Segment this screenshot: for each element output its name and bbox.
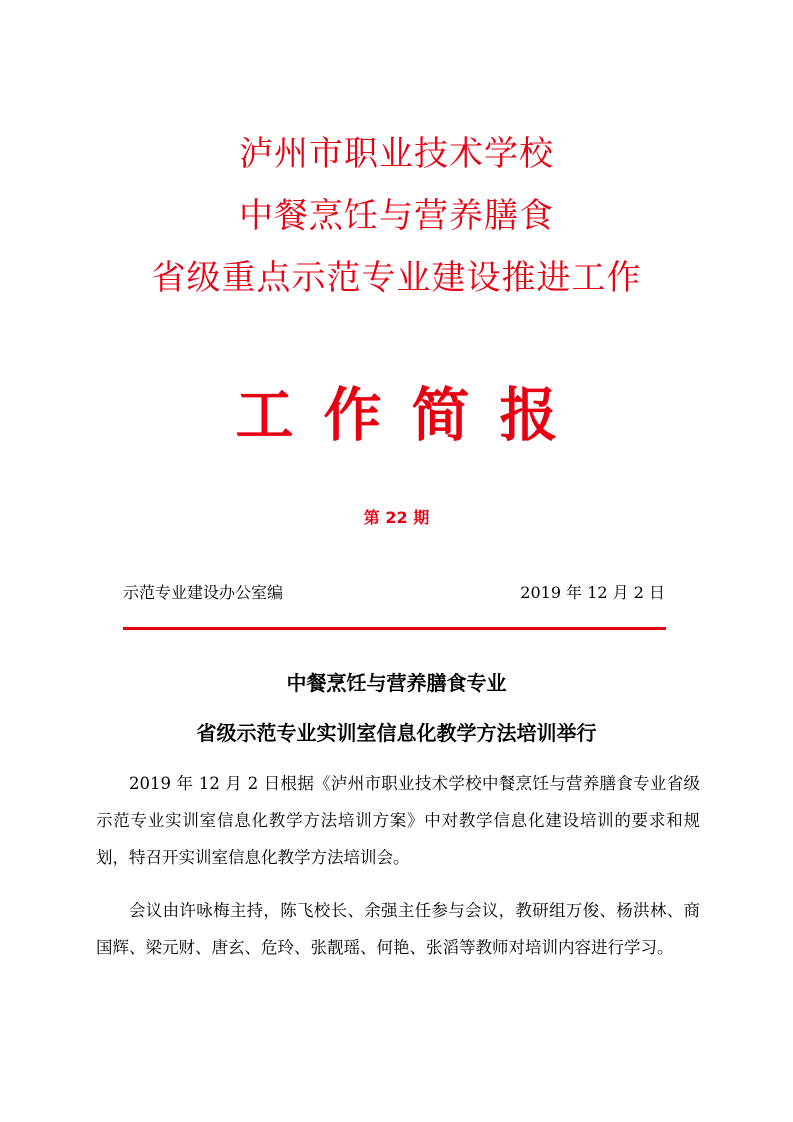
publish-date: 2019 年 12 月 2 日 <box>520 583 665 602</box>
issue-number: 第 22 期 <box>363 508 430 527</box>
header-school-name: 泸州市职业技术学校 <box>239 134 554 174</box>
bulletin-title: 工作简报 <box>235 381 588 449</box>
editor-credit: 示范专业建设办公室编 <box>123 583 284 602</box>
red-divider <box>123 627 666 630</box>
header-project-name: 省级重点示范专业建设推进工作 <box>151 258 642 298</box>
article-paragraph: 2019 年 12 月 2 日根据《泸州市职业技术学校中餐烹饪与营养膳食专业省级示范专业实训室信息化教学方法培训方案》中对教学信息化建设培训的要求和规划，特召开实训室信息化教学方法培训会。 <box>96 774 700 867</box>
header-major-name: 中餐烹饪与营养膳食 <box>239 196 554 236</box>
article-title-line1: 中餐烹饪与营养膳食专业 <box>286 671 507 695</box>
article-title-line2: 省级示范专业实训室信息化教学方法培训举行 <box>196 721 597 745</box>
article-paragraph: 会议由许咏梅主持，陈飞校长、余强主任参与会议，教研组万俊、杨洪林、商国辉、梁元财、唐玄、危玲、张靓瑶、何艳、张滔等教师对培训内容进行学习。 <box>96 901 700 957</box>
